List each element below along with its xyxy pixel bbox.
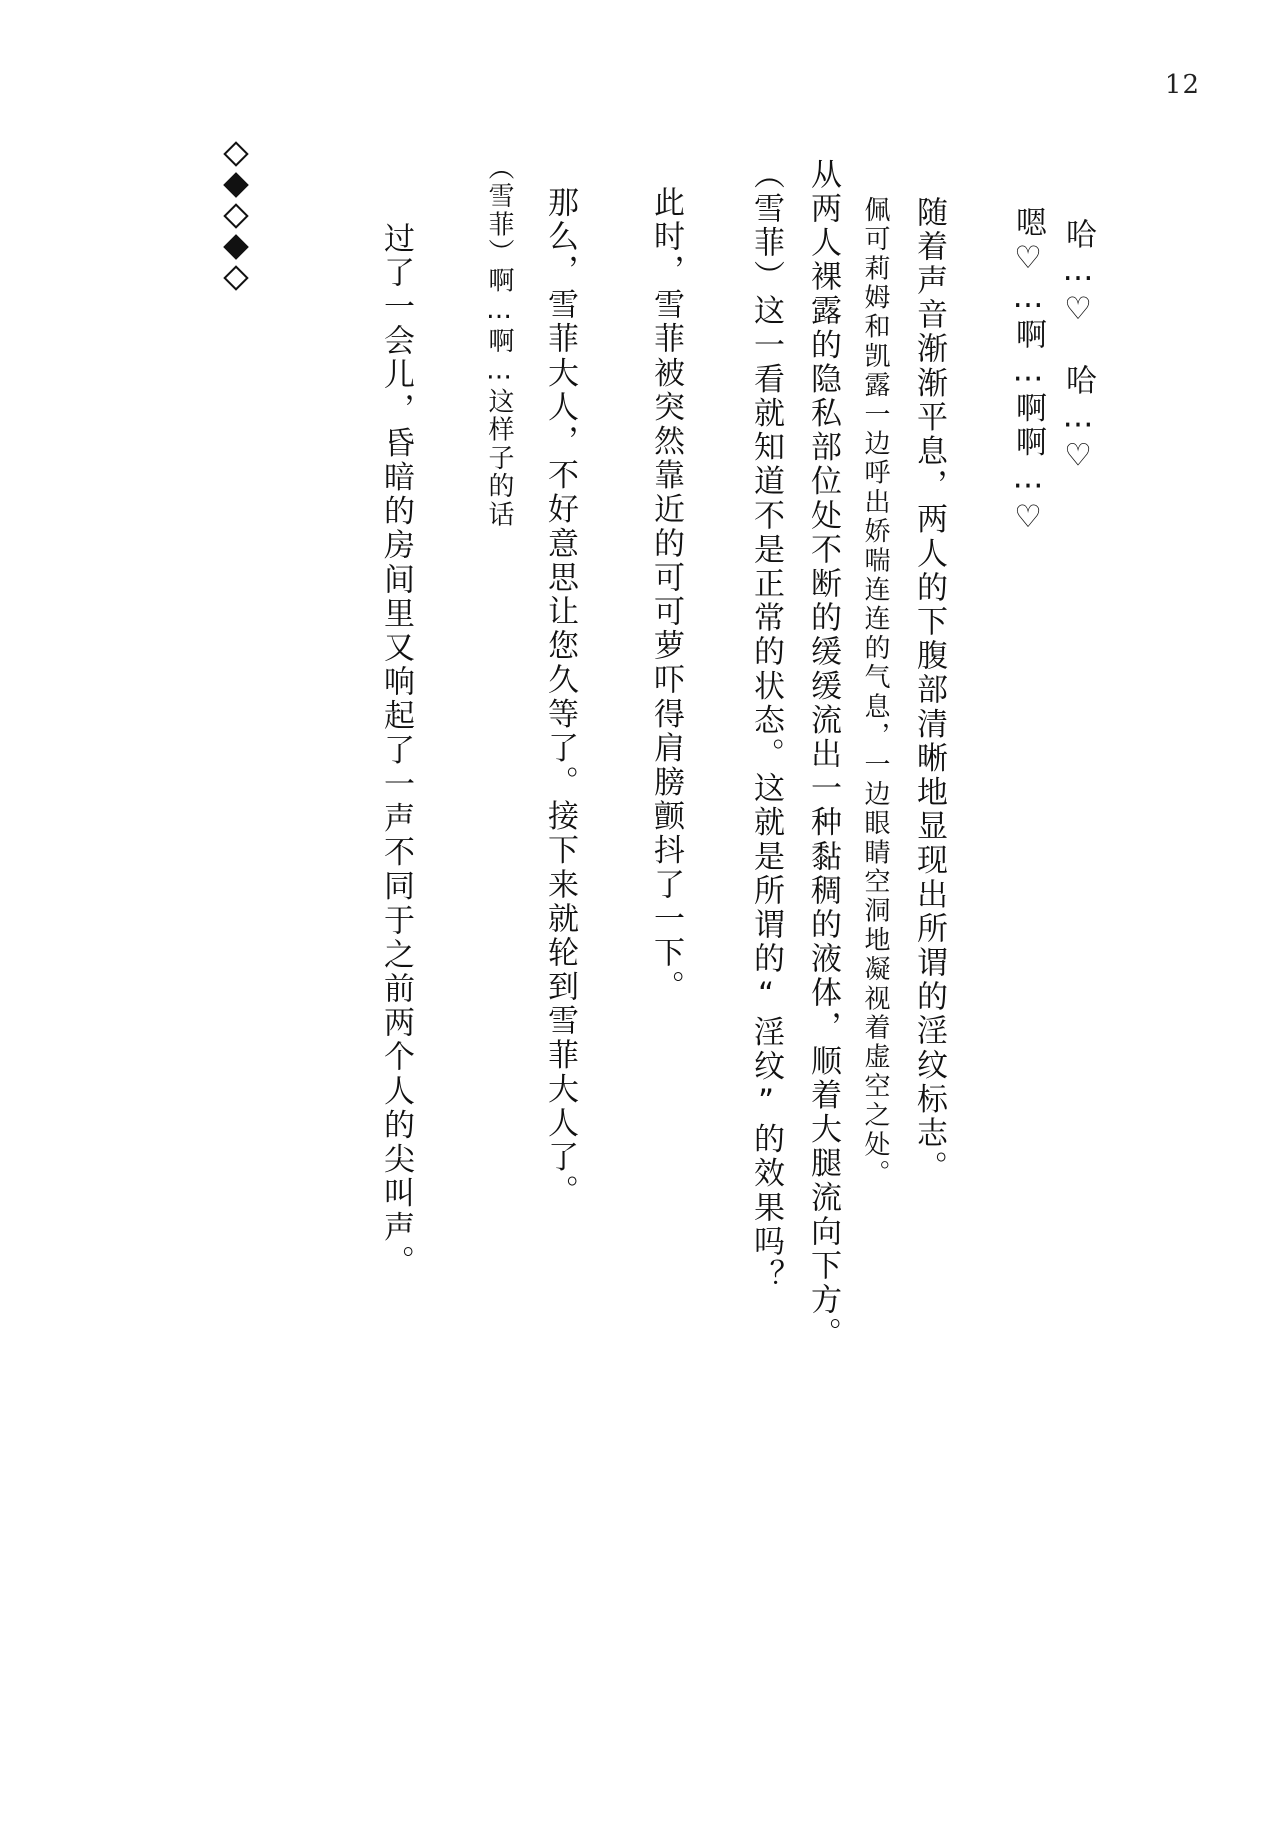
- text-column-7: 此时，雪菲被突然靠近的可可萝吓得肩膀颤抖了一下。: [648, 186, 684, 1005]
- hollow-diamond-icon: [223, 203, 248, 228]
- text-column-9: （雪菲）啊…啊…这样子的话: [484, 154, 514, 529]
- text-column-5: 从两人裸露的隐私部位处不断的缓缓流出一种黏稠的液体，顺着大腿流向下方。: [805, 158, 841, 1352]
- text-column-6: （雪菲）这一看就知道不是正常的状态。这就是所谓的“淫纹”的效果吗？: [748, 158, 784, 1294]
- page-number: 12: [1164, 70, 1200, 100]
- text-column-2: 嗯♡…啊…啊啊…♡: [1010, 206, 1046, 538]
- text-column-10: 过了一会儿，昏暗的房间里又响起了一声不同于之前两个人的尖叫声。: [378, 222, 414, 1280]
- section-break-ornament: [222, 145, 250, 287]
- filled-diamond-icon: [223, 172, 248, 197]
- filled-diamond-icon: [223, 234, 248, 259]
- text-column-3: 随着声音渐渐平息，两人的下腹部清晰地显现出所谓的淫纹标志。: [911, 196, 947, 1185]
- text-column-1: 哈…♡ 哈…♡: [1060, 218, 1096, 477]
- text-column-4: 佩可莉姆和凯露一边呼出娇喘连连的气息，一边眼睛空洞地凝视着虚空之处。: [860, 196, 890, 1189]
- hollow-diamond-icon: [223, 141, 248, 166]
- text-column-8: 那么，雪菲大人，不好意思让您久等了。接下来就轮到雪菲大人了。: [542, 186, 578, 1209]
- hollow-diamond-icon: [223, 265, 248, 290]
